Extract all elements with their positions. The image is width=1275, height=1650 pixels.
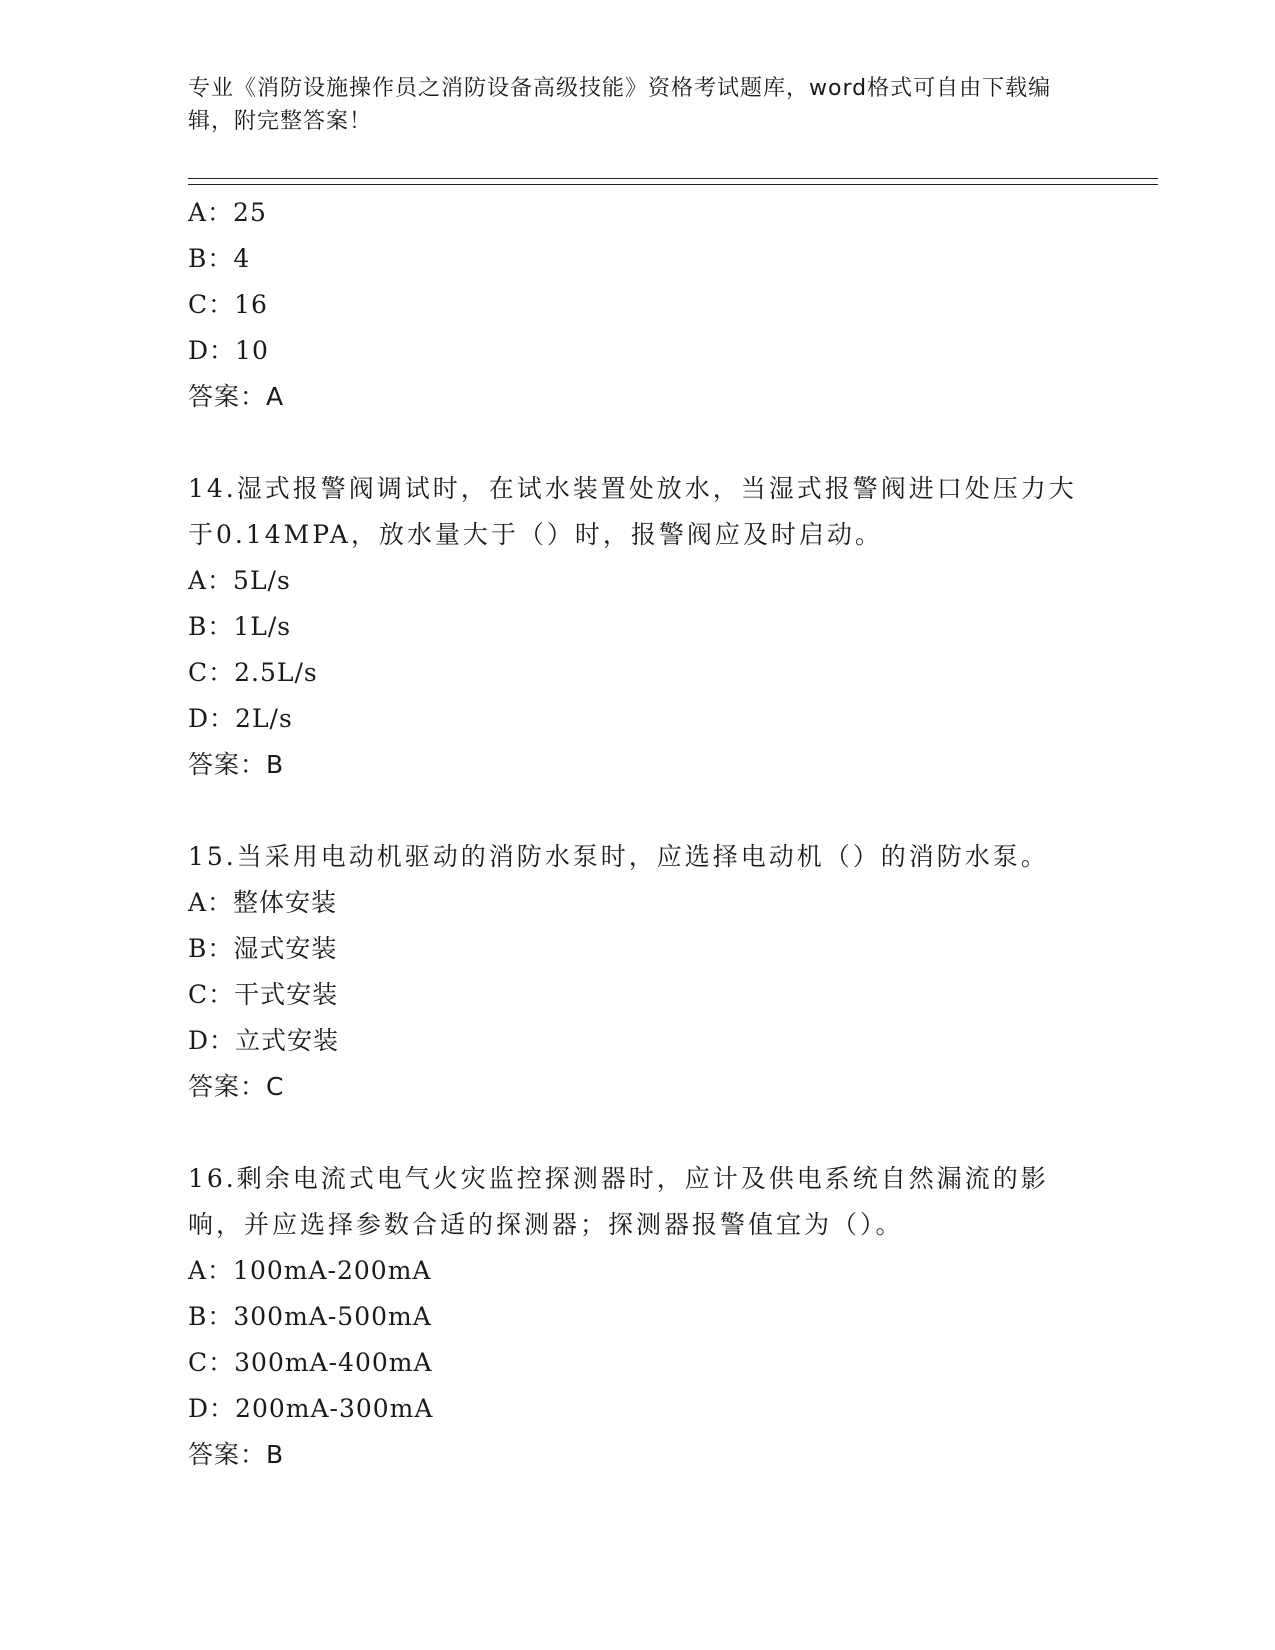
- option-c: C：300mA-400mA: [188, 1348, 433, 1377]
- option-b: B：1L/s: [188, 612, 292, 641]
- question-stem: 15.当采用电动机驱动的消防水泵时，应选择电动机（）的消防水泵。: [188, 842, 1049, 871]
- option-a: A：整体安装: [188, 888, 338, 917]
- question-14: [188, 466, 1088, 788]
- option-a: A：5L/s: [188, 566, 291, 595]
- option-c: C：干式安装: [188, 980, 339, 1009]
- option-b: B：300mA-500mA: [188, 1302, 432, 1331]
- question-13-tail: [188, 190, 1088, 420]
- question-stem: 14.湿式报警阀调试时，在试水装置处放水，当湿式报警阀进口处压力大于0.14MPA，放水量大于（）时，报警阀应及时启动。: [188, 474, 1077, 549]
- question-content: [188, 190, 1088, 1478]
- option-d: D：10: [188, 336, 269, 365]
- answer-line: 答案：C: [188, 1072, 285, 1101]
- header-divider-bottom: [188, 184, 1158, 185]
- option-d: D：200mA-300mA: [188, 1394, 434, 1423]
- header-divider-top: [188, 178, 1158, 179]
- answer-line: 答案：B: [188, 750, 285, 779]
- answer-line: 答案：B: [188, 1440, 285, 1469]
- option-d: D：立式安装: [188, 1026, 340, 1055]
- option-a: A：100mA-200mA: [188, 1256, 432, 1285]
- option-c: C：2.5L/s: [188, 658, 318, 687]
- option-c: C：16: [188, 290, 268, 319]
- answer-line: 答案：A: [188, 382, 285, 411]
- question-stem: 16.剩余电流式电气火灾监控探测器时，应计及供电系统自然漏流的影响，并应选择参数合适的探测器；探测器报警值宜为（）。: [188, 1164, 1049, 1239]
- option-d: D：2L/s: [188, 704, 293, 733]
- question-16: [188, 1156, 1088, 1478]
- option-b: B：4: [188, 244, 251, 273]
- document-header: 专业《消防设施操作员之消防设备高级技能》资格考试题库，word格式可自由下载编辑，附完整答案！: [188, 76, 1052, 134]
- question-15: [188, 834, 1088, 1110]
- option-a: A：25: [188, 198, 267, 227]
- option-b: B：湿式安装: [188, 934, 338, 963]
